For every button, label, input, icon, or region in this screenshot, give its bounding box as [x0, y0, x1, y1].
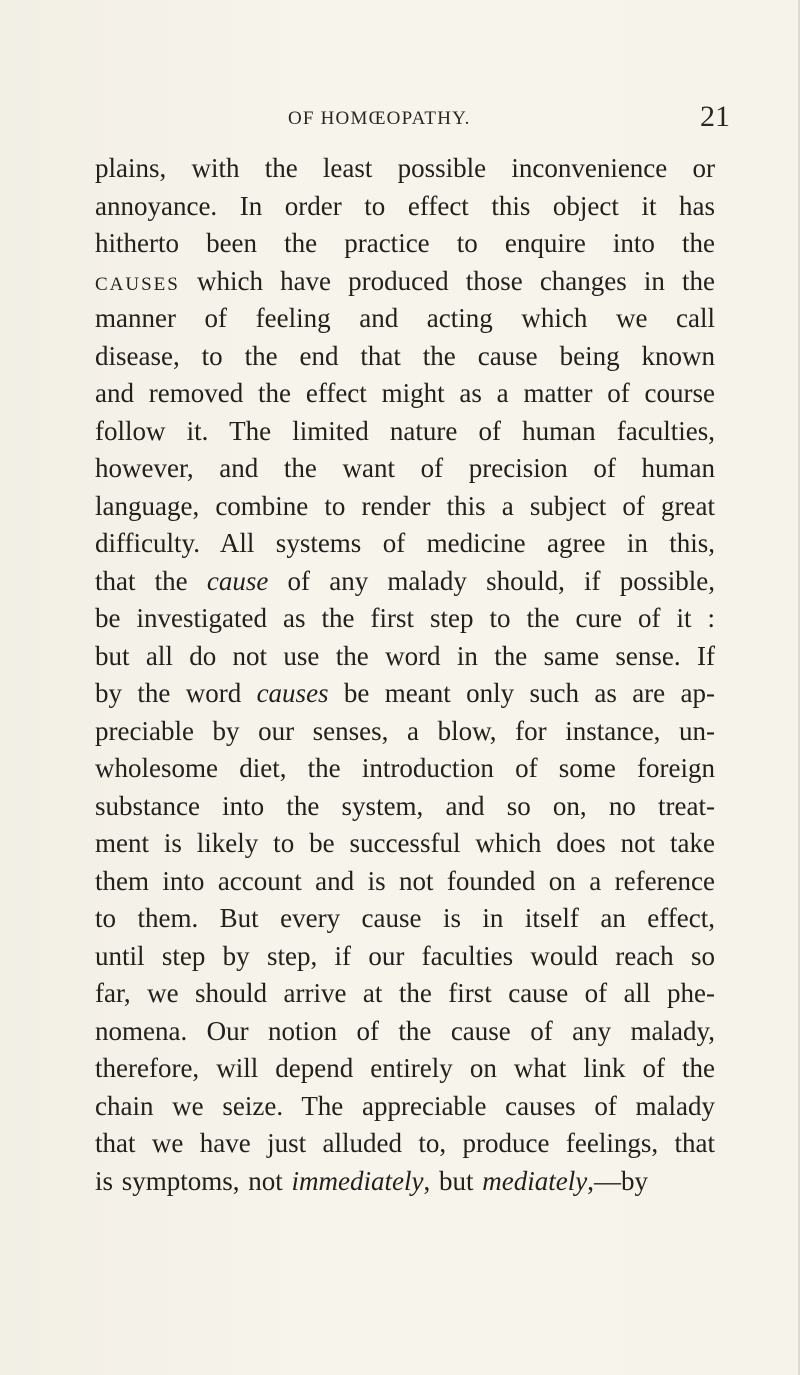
- italic-word: cause: [206, 565, 269, 596]
- text-line: to them. But every cause is in itself an effect,: [95, 903, 715, 933]
- text-line: manner of feeling and acting which we call: [95, 303, 715, 333]
- text-line: [95, 263, 715, 301]
- text-line: preciable by our senses, a blow, for instance, un-: [95, 715, 715, 746]
- text-line: [95, 1163, 715, 1201]
- text-line: substance into the system, and so on, no treat-: [95, 790, 715, 821]
- italic-word: immediately: [291, 1165, 424, 1196]
- line-segment: which have produced those changes in the: [179, 265, 715, 296]
- line-segment: by the word: [95, 678, 257, 708]
- text-line: however, and the want of precision of human: [95, 453, 715, 483]
- small-caps-word: CAUSES: [95, 273, 180, 295]
- line-segment: be meant only such as are ap-: [328, 678, 715, 708]
- text-line: [95, 563, 715, 601]
- text-line: annoyance. In order to effect this object it has: [95, 190, 715, 221]
- text-line: ment is likely to be successful which does not take: [95, 828, 715, 858]
- page-number: 21: [700, 100, 730, 133]
- body-text: [95, 150, 715, 1200]
- text-line: difficulty. All systems of medicine agree in this,: [95, 528, 715, 558]
- text-line: [95, 675, 715, 713]
- text-line: plains, with the least possible inconvenience or: [95, 153, 715, 183]
- text-line: chain we seize. The appreciable causes of malady: [95, 1090, 715, 1121]
- italic-word: mediately: [482, 1165, 588, 1196]
- text-line: disease, to the end that the cause being known: [95, 340, 715, 371]
- text-line: that we have just alluded to, produce feelings, that: [95, 1128, 715, 1158]
- text-line: language, combine to render this a subject of great: [95, 490, 715, 521]
- line-segment: is symptoms, not: [95, 1165, 292, 1196]
- text-line: and removed the effect might as a matter of course: [95, 378, 715, 408]
- running-head: OF HOMŒOPATHY.: [288, 108, 471, 129]
- text-line: be investigated as the first step to the cure of it :: [95, 603, 715, 633]
- text-line: nomena. Our notion of the cause of any malady,: [95, 1015, 715, 1046]
- text-line: hitherto been the practice to enquire into the: [95, 228, 715, 258]
- text-line: wholesome diet, the introduction of some foreign: [95, 753, 715, 783]
- text-line: but all do not use the word in the same sense. If: [95, 640, 715, 671]
- italic-word: causes: [256, 678, 329, 708]
- line-segment: that the: [95, 565, 207, 596]
- line-segment: ,—by: [587, 1165, 648, 1196]
- line-segment: , but: [423, 1165, 483, 1196]
- text-line: therefore, will depend entirely on what link of the: [95, 1053, 715, 1083]
- text-line: until step by step, if our faculties would reach so: [95, 940, 715, 971]
- text-line: far, we should arrive at the first cause of all phe-: [95, 978, 715, 1008]
- line-segment: of any malady should, if possible,: [268, 565, 715, 596]
- text-line: follow it. The limited nature of human faculties,: [95, 415, 715, 446]
- text-line: them into account and is not founded on a reference: [95, 865, 715, 896]
